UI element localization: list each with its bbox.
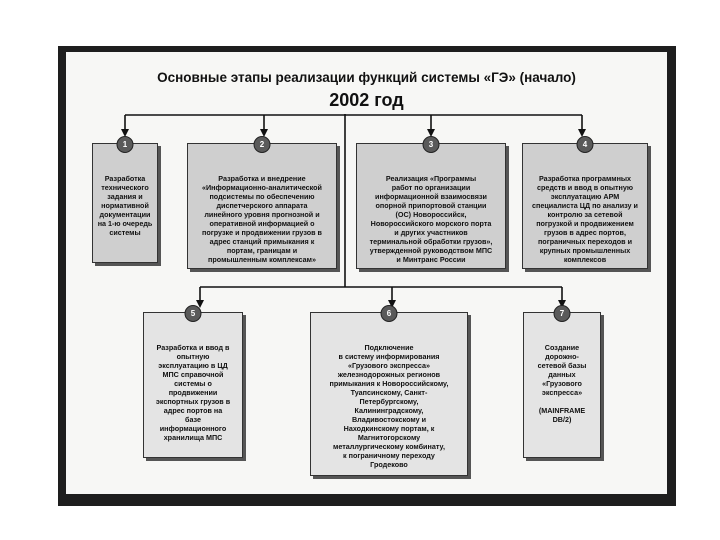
stage-number-badge: 3 — [423, 136, 440, 153]
stage-text: Создание дорожно- сетевой базы данных «Грузового экспресса» (MAINFRAME DB/2) — [537, 343, 587, 424]
stage-box-1 — [92, 140, 158, 263]
diagram-title: Основные этапы реализации функций системы «ГЭ» (начало) — [157, 70, 576, 85]
stage-text: Разработка и ввод в опытную эксплуатацию в ЦД МПС справочной системы о продвижении экспортных грузов в адрес портов на базе информационного хранилища МПС — [155, 343, 231, 442]
stage-text: Разработка технического задания и нормативной документации на 1-ю очередь системы — [97, 174, 153, 237]
stage-text: Разработка программных средств и ввод в опытную эксплуатацию АРМ специалиста ЦД по анализу и контролю за сетевой погрузкой и продвижением грузов в адрес портов, пограничных переходов и крупных промышленных комплексов — [532, 174, 638, 264]
stage-box-6 — [310, 309, 468, 476]
stage-number-badge: 6 — [381, 305, 398, 322]
stage-box-7 — [523, 309, 601, 458]
stage-number-badge: 7 — [554, 305, 571, 322]
stage-box-5 — [143, 309, 243, 458]
year-heading: 2002 год — [329, 90, 404, 110]
stage-number-badge: 1 — [117, 136, 134, 153]
stage-number-badge: 2 — [254, 136, 271, 153]
stage-number-badge: 4 — [577, 136, 594, 153]
stage-text: Подключение в систему информирования «Грузового экспресса» железнодорожных регионов примыкания к Новороссийскому, Туапсинскому, Санкт- Петербургскому, Калининградскому, Владивостокскому и Находкинскому портам, к Магнитогорскому металлургическому комбинату, к пограничному переходу Гродеково — [329, 343, 449, 469]
stage-box-2 — [187, 140, 337, 269]
stage-box-4 — [522, 140, 648, 269]
stage-text: Реализация «Программы работ по организации информационной взаимосвязи опорной припортовой станции (ОС) Новороссийск, Новороссийского морского порта и других участников терминальной обработки грузов», утвержденной руководством МПС и Минтранс России — [369, 174, 493, 264]
stage-text: Разработка и внедрение «Информационно-аналитической подсистемы по обеспечению диспетчерского аппарата линейного уровня прогнозной и оперативной информацией о погрузке и продвижении грузов в адрес станций примыкания к портам, границам и промышленным комплексам» — [202, 174, 322, 264]
stage-box-3 — [356, 140, 506, 269]
stage-number-badge: 5 — [185, 305, 202, 322]
